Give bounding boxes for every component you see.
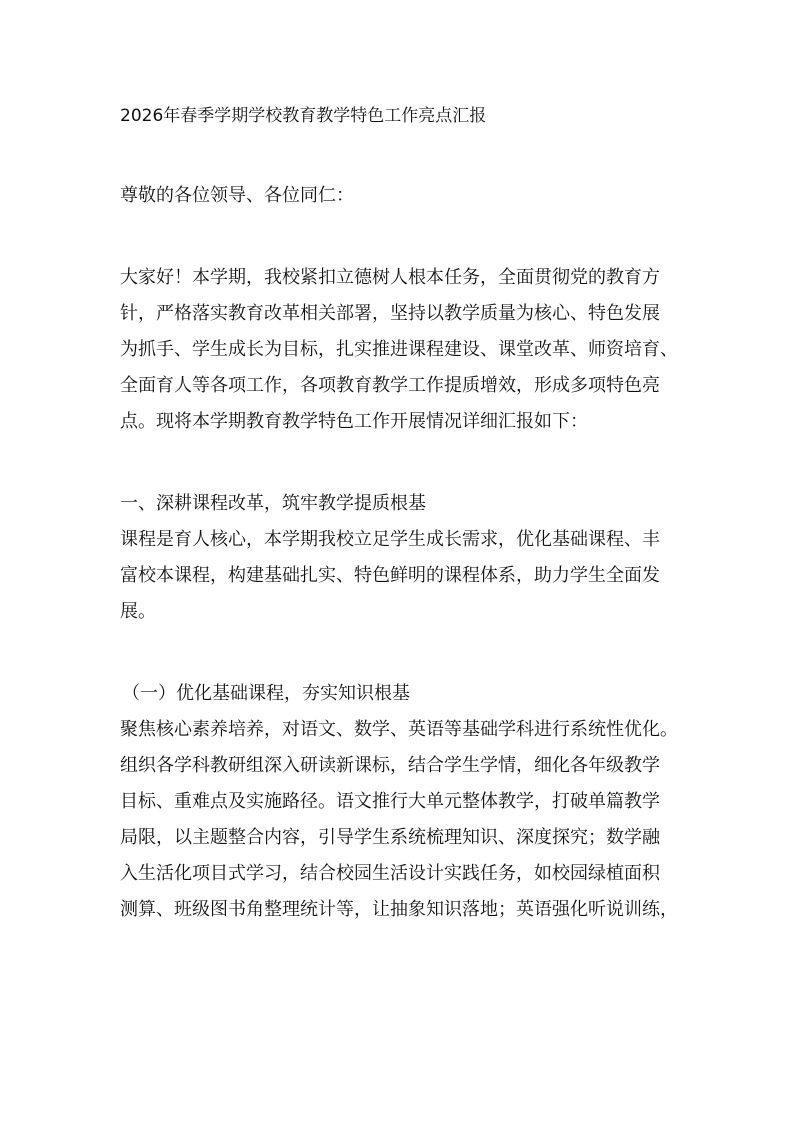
intro-line: 全面育人等各项工作，各项教育教学工作提质增效，形成多项特色亮 bbox=[120, 375, 660, 396]
subsection-line: 组织各学科教研组深入研读新课标，结合学生学情，细化各年级教学 bbox=[120, 755, 660, 776]
subsection-paragraph bbox=[120, 712, 680, 928]
subsection-line: 测算、班级图书角整理统计等，让抽象知识落地；英语强化听说训练， bbox=[120, 899, 678, 920]
subsection-line: 聚焦核心素养培养，对语文、数学、英语等基础学科进行系统性优化。 bbox=[120, 719, 678, 740]
subsection-line: 目标、重难点及实施路径。语文推行大单元整体教学，打破单篇教学 bbox=[120, 791, 660, 812]
spacer bbox=[120, 132, 680, 178]
document-body bbox=[120, 100, 680, 928]
subsection-line: 入生活化项目式学习，结合校园生活设计实践任务，如校园绿植面积 bbox=[120, 863, 660, 884]
intro-line: 大家好！本学期，我校紧扣立德树人根本任务，全面贯彻党的教育方 bbox=[120, 267, 660, 288]
salutation: 尊敬的各位领导、各位同仁： bbox=[120, 185, 354, 206]
intro-line: 针，严格落实教育改革相关部署，坚持以教学质量为核心、特色发展 bbox=[120, 303, 660, 324]
section-line: 富校本课程，构建基础扎实、特色鲜明的课程体系，助力学生全面发 bbox=[120, 565, 660, 586]
section-paragraph bbox=[120, 522, 680, 630]
subsection-heading: （一）优化基础课程，夯实知识根基 bbox=[122, 683, 410, 704]
intro-paragraph bbox=[120, 260, 680, 440]
spacer bbox=[120, 440, 680, 486]
section-heading: 一、深耕课程改革，筑牢教学提质根基 bbox=[120, 493, 426, 514]
section-line: 展。 bbox=[120, 601, 156, 622]
spacer bbox=[120, 630, 680, 676]
section-line: 课程是育人核心，本学期我校立足学生成长需求，优化基础课程、丰 bbox=[120, 529, 660, 550]
spacer bbox=[120, 214, 680, 260]
intro-line: 为抓手、学生成长为目标，扎实推进课程建设、课堂改革、师资培育、 bbox=[120, 339, 678, 360]
intro-line: 点。现将本学期教育教学特色工作开展情况详细汇报如下： bbox=[120, 411, 588, 432]
document-title: 2026年春季学期学校教育教学特色工作亮点汇报 bbox=[120, 106, 487, 126]
subsection-line: 局限，以主题整合内容，引导学生系统梳理知识、深度探究；数学融 bbox=[120, 827, 660, 848]
